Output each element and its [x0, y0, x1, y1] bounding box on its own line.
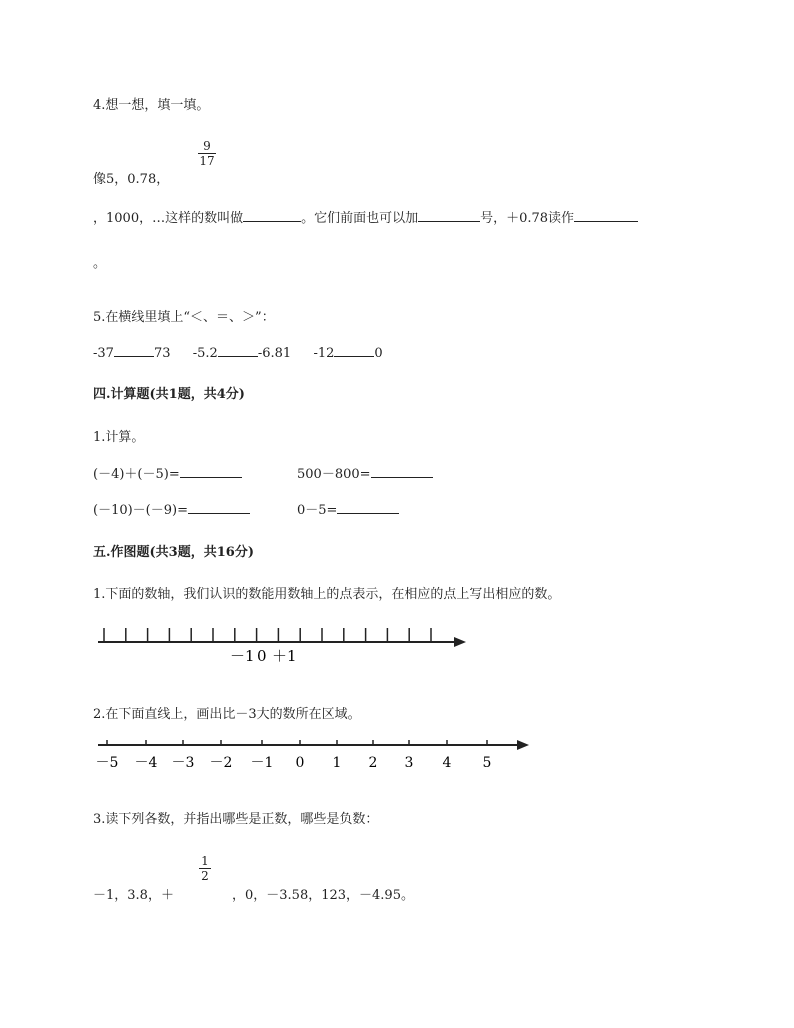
q4-line2: [93, 207, 638, 226]
axis-label: －4: [134, 755, 158, 771]
q5-comparisons: [93, 344, 383, 361]
section4-title: 四.计算题(共1题，共4分): [93, 387, 245, 402]
q5-heading: 5.在横线里填上“＜、＝、＞”：: [93, 310, 275, 325]
answer-blank[interactable]: [337, 501, 399, 514]
tick-group: [104, 628, 431, 642]
axis-label: 3: [404, 755, 414, 771]
answer-blank[interactable]: [334, 344, 374, 357]
q3-numbers-suffix: ，0，－3.58，123，－4.95。: [232, 888, 414, 903]
compare-value: 0: [374, 346, 383, 361]
compare-value: -5.2: [192, 346, 218, 361]
q3-fraction: [197, 854, 213, 883]
answer-blank[interactable]: [218, 344, 258, 357]
axis-label: 0: [295, 755, 305, 771]
q4-heading: 4.想一想，填一填。: [93, 98, 210, 113]
answer-blank[interactable]: [243, 209, 301, 222]
q4-line1: 像5，0.78，: [93, 172, 170, 187]
section5-title: 五.作图题(共3题，共16分): [93, 545, 254, 560]
answer-blank[interactable]: [418, 209, 480, 222]
section5-q2-text: 2.在下面直线上，画出比－3大的数所在区域。: [93, 707, 361, 722]
arrow-head-icon: [454, 637, 466, 647]
calc-expression: 500－800=: [297, 467, 371, 482]
q4-line2-text-c: 号，＋0.78读作: [480, 211, 575, 226]
compare-value: 73: [153, 346, 171, 361]
answer-blank[interactable]: [114, 344, 154, 357]
axis-label: －1: [250, 755, 274, 771]
compare-value: -37: [93, 346, 114, 361]
label-group: [96, 755, 492, 771]
axis-label: －1: [230, 647, 255, 665]
answer-blank[interactable]: [371, 465, 433, 478]
q3-numbers-prefix: －1，3.8，＋: [93, 888, 174, 903]
number-line-2[interactable]: [90, 732, 540, 777]
axis-label: －3: [171, 755, 195, 771]
answer-blank[interactable]: [180, 465, 242, 478]
number-line-1[interactable]: [90, 620, 480, 670]
section5-q3-text: 3.读下列各数，并指出哪些是正数，哪些是负数：: [93, 812, 379, 827]
fraction-numerator: 9: [203, 139, 211, 153]
axis-label: －5: [95, 755, 119, 771]
fraction-numerator: 1: [201, 854, 209, 868]
axis-label: 5: [482, 755, 492, 771]
section4-q1-heading: 1.计算。: [93, 430, 145, 445]
axis-label: －2: [209, 755, 233, 771]
calc-expression: (－4)＋(－5)=: [93, 467, 180, 482]
fraction-denominator: 17: [199, 154, 215, 168]
q4-line3: 。: [93, 256, 107, 271]
axis-label: ＋1: [272, 647, 297, 665]
answer-blank[interactable]: [188, 501, 250, 514]
compare-value: -12: [313, 346, 335, 361]
calc-expression: (－10)－(－9)=: [93, 503, 188, 518]
section5-q1-text: 1.下面的数轴，我们认识的数能用数轴上的点表示，在相应的点上写出相应的数。: [93, 587, 561, 602]
axis-label: 4: [442, 755, 452, 771]
axis-label: 2: [368, 755, 378, 771]
calc-expr-4: [297, 499, 399, 518]
calc-expression: 0－5=: [297, 503, 338, 518]
answer-blank[interactable]: [574, 209, 638, 222]
fraction-denominator: 2: [201, 869, 209, 883]
calc-expr-3: [93, 499, 250, 518]
calc-expr-2: [297, 463, 433, 482]
calc-expr-1: [93, 463, 242, 482]
q4-line2-text-a: ，1000，…这样的数叫做: [93, 211, 244, 226]
axis-label: 0: [257, 647, 267, 665]
q4-line2-text-b: 。它们前面也可以加: [301, 211, 419, 226]
q4-fraction: [196, 139, 218, 168]
compare-value: -6.81: [257, 346, 292, 361]
arrow-head-icon: [517, 740, 529, 750]
axis-label: 1: [332, 755, 342, 771]
